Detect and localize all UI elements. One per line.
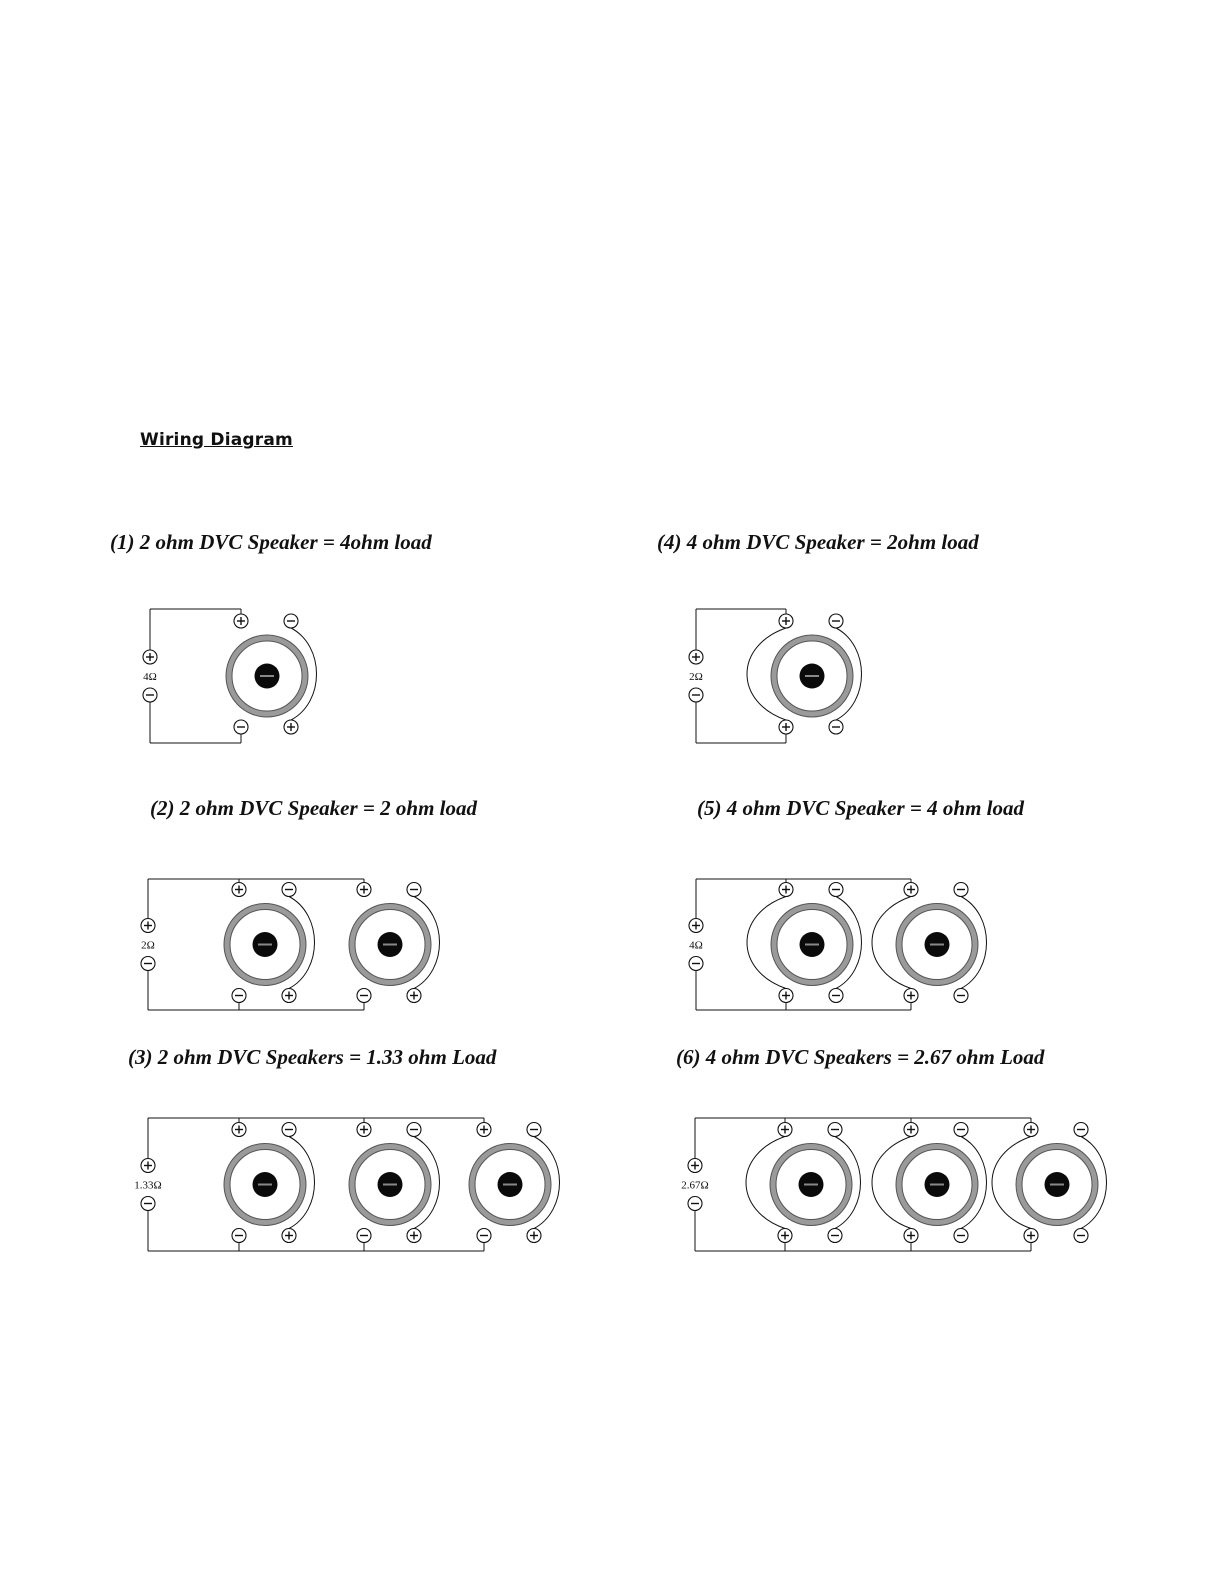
plus-terminal-icon — [779, 989, 793, 1003]
wiring-diagram-4 — [689, 609, 862, 743]
minus-terminal-icon — [232, 989, 246, 1003]
caption-diagram-4: (4) 4 ohm DVC Speaker = 2ohm load — [657, 530, 979, 554]
plus-terminal-icon — [282, 1229, 296, 1243]
minus-terminal-icon — [234, 720, 248, 734]
plus-terminal-icon — [904, 1123, 918, 1137]
wiring-diagram-2 — [141, 879, 440, 1010]
minus-terminal-icon — [954, 1229, 968, 1243]
plus-terminal-icon — [778, 1123, 792, 1137]
speaker-icon — [226, 635, 308, 717]
minus-terminal-icon — [829, 989, 843, 1003]
plus-terminal-icon — [904, 989, 918, 1003]
minus-terminal-icon — [407, 883, 421, 897]
minus-terminal-icon — [954, 989, 968, 1003]
plus-terminal-icon — [357, 1123, 371, 1137]
speaker-logo — [258, 944, 272, 946]
speaker-logo — [930, 1184, 944, 1186]
speaker-logo — [1050, 1184, 1064, 1186]
speaker-icon — [771, 904, 853, 986]
minus-terminal-icon — [1074, 1123, 1088, 1137]
minus-terminal-icon — [141, 1197, 155, 1211]
plus-terminal-icon — [143, 650, 157, 664]
minus-terminal-icon — [689, 957, 703, 971]
wiring-diagram-1 — [143, 609, 317, 743]
minus-terminal-icon — [232, 1229, 246, 1243]
caption-diagram-1: (1) 2 ohm DVC Speaker = 4ohm load — [110, 530, 432, 554]
minus-terminal-icon — [688, 1197, 702, 1211]
minus-terminal-icon — [282, 883, 296, 897]
speaker-logo — [805, 944, 819, 946]
plus-terminal-icon — [778, 1229, 792, 1243]
speaker-logo — [383, 1184, 397, 1186]
minus-terminal-icon — [282, 1123, 296, 1137]
wiring-diagram-5 — [689, 879, 987, 1010]
speaker-icon — [1016, 1144, 1098, 1226]
minus-terminal-icon — [477, 1229, 491, 1243]
speaker-icon — [224, 1144, 306, 1226]
speaker-logo — [258, 1184, 272, 1186]
speaker-logo — [804, 1184, 818, 1186]
minus-terminal-icon — [357, 1229, 371, 1243]
plus-terminal-icon — [407, 1229, 421, 1243]
speaker-icon — [896, 904, 978, 986]
caption-diagram-5: (5) 4 ohm DVC Speaker = 4 ohm load — [697, 796, 1024, 820]
minus-terminal-icon — [1074, 1229, 1088, 1243]
minus-terminal-icon — [527, 1123, 541, 1137]
speaker-icon — [896, 1144, 978, 1226]
minus-terminal-icon — [828, 1123, 842, 1137]
caption-diagram-3: (3) 2 ohm DVC Speakers = 1.33 ohm Load — [128, 1045, 497, 1069]
minus-terminal-icon — [357, 989, 371, 1003]
plus-terminal-icon — [232, 1123, 246, 1137]
plus-terminal-icon — [477, 1123, 491, 1137]
speaker-icon — [349, 1144, 431, 1226]
page-title: Wiring Diagram — [140, 430, 293, 450]
speaker-icon — [224, 904, 306, 986]
load-label: 2Ω — [141, 939, 155, 952]
plus-terminal-icon — [688, 1159, 702, 1173]
minus-terminal-icon — [689, 688, 703, 702]
minus-terminal-icon — [829, 883, 843, 897]
load-label: 4Ω — [689, 939, 703, 952]
plus-terminal-icon — [527, 1229, 541, 1243]
plus-terminal-icon — [904, 1229, 918, 1243]
plus-terminal-icon — [689, 919, 703, 933]
load-label: 2Ω — [689, 671, 703, 683]
plus-terminal-icon — [779, 720, 793, 734]
minus-terminal-icon — [828, 1229, 842, 1243]
wiring-diagram-6 — [681, 1118, 1106, 1251]
load-label: 1.33Ω — [134, 1179, 162, 1192]
speaker-logo — [805, 675, 819, 677]
speaker-logo — [503, 1184, 517, 1186]
plus-terminal-icon — [357, 883, 371, 897]
plus-terminal-icon — [284, 720, 298, 734]
minus-terminal-icon — [829, 614, 843, 628]
minus-terminal-icon — [284, 614, 298, 628]
minus-terminal-icon — [143, 688, 157, 702]
speaker-icon — [469, 1144, 551, 1226]
minus-terminal-icon — [829, 720, 843, 734]
plus-terminal-icon — [1024, 1123, 1038, 1137]
plus-terminal-icon — [779, 883, 793, 897]
plus-terminal-icon — [234, 614, 248, 628]
speaker-icon — [770, 1144, 852, 1226]
caption-diagram-6: (6) 4 ohm DVC Speakers = 2.67 ohm Load — [676, 1045, 1045, 1069]
plus-terminal-icon — [141, 1159, 155, 1173]
plus-terminal-icon — [779, 614, 793, 628]
plus-terminal-icon — [232, 883, 246, 897]
speaker-logo — [930, 944, 944, 946]
load-label: 2.67Ω — [681, 1179, 709, 1192]
load-label: 4Ω — [143, 671, 157, 683]
speaker-logo — [260, 675, 274, 677]
plus-terminal-icon — [282, 989, 296, 1003]
plus-terminal-icon — [141, 919, 155, 933]
wiring-diagram-3 — [134, 1118, 559, 1251]
speaker-icon — [349, 904, 431, 986]
plus-terminal-icon — [689, 650, 703, 664]
minus-terminal-icon — [141, 957, 155, 971]
caption-diagram-2: (2) 2 ohm DVC Speaker = 2 ohm load — [150, 796, 477, 820]
minus-terminal-icon — [954, 883, 968, 897]
plus-terminal-icon — [1024, 1229, 1038, 1243]
minus-terminal-icon — [954, 1123, 968, 1137]
speaker-icon — [771, 635, 853, 717]
minus-terminal-icon — [407, 1123, 421, 1137]
plus-terminal-icon — [904, 883, 918, 897]
speaker-logo — [383, 944, 397, 946]
plus-terminal-icon — [407, 989, 421, 1003]
